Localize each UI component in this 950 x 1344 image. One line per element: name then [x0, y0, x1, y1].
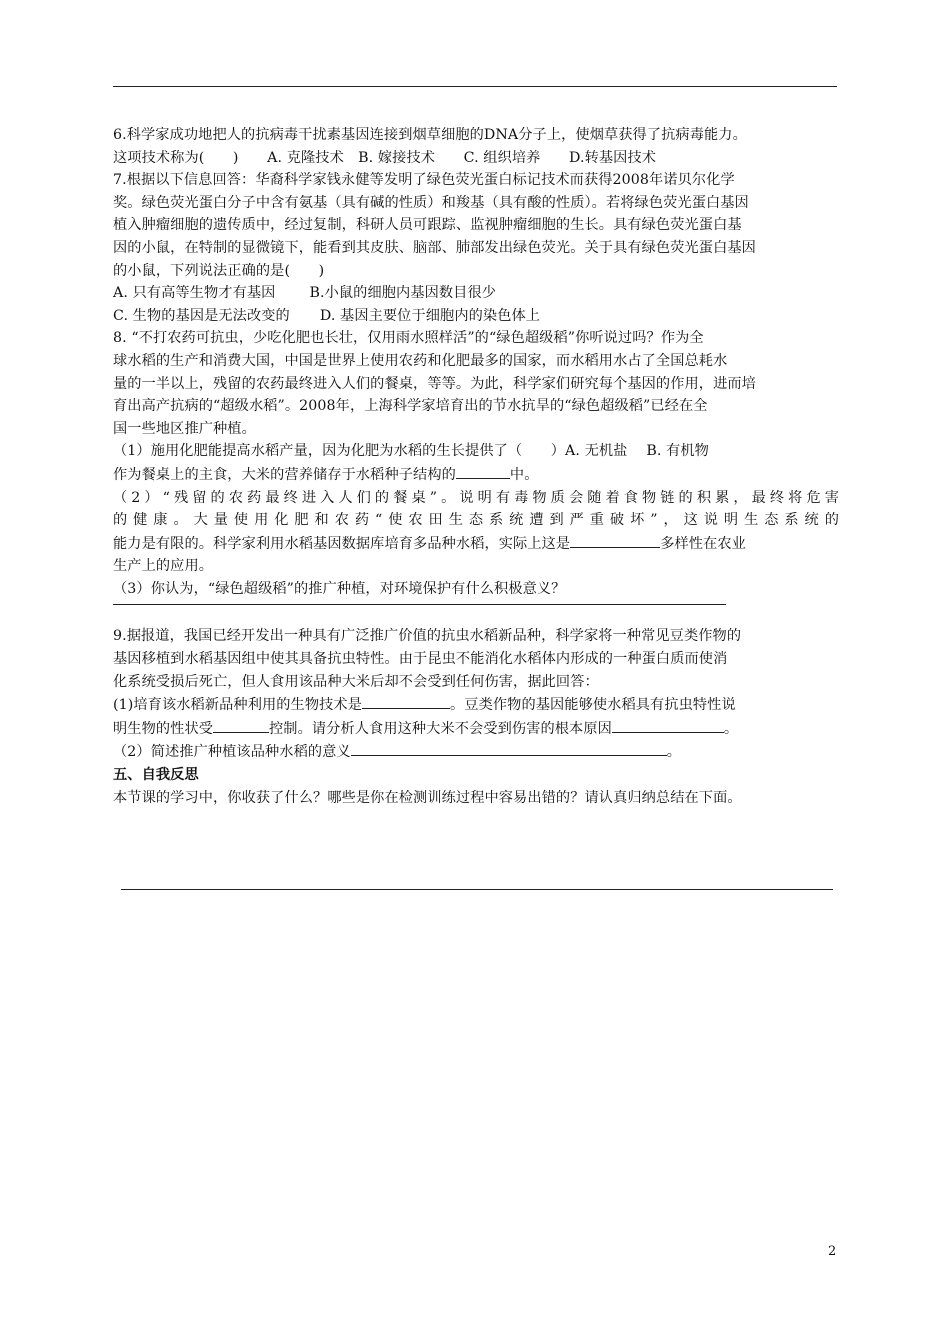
q8-line3: 量的一半以上，残留的农药最终进入人们的餐桌，等等。为此，科学家们研究每个基因的作用，进而培 [113, 375, 756, 392]
q7-options-ab [113, 282, 839, 305]
q9-sub1-tail: 。豆类作物的基因能够使水稻具有抗虫特性说 [450, 697, 736, 714]
q6-line1: 6.科学家成功地把人的抗病毒干扰素基因连接到烟草细胞的DNA分子上，使烟草获得了抗病毒能力。 [113, 127, 747, 143]
q7-line2: 奖。绿色荧光蛋白分子中含有氨基（具有碱的性质）和羧基（具有酸的性质）。若将绿色荧光蛋白基因 [113, 194, 749, 211]
q8-line4: 育出高产抗病的“超级水稻”。2008年，上海科学家培育出的节水抗旱的“绿色超级稻”已经在全 [113, 398, 708, 415]
q8-sub2-line3 [113, 532, 839, 556]
q6-line2: 这项技术称为( ) A. 克隆技术 B. 嫁接技术 C. 组织培养 D.转基因技术 [113, 149, 657, 166]
section5-heading: 五、自我反思 [113, 767, 199, 784]
q9-sub1-tail2: 。 [723, 720, 739, 737]
q9-gene-blank[interactable] [213, 717, 269, 733]
q7-line4: 因的小鼠，在特制的显微镜下，能看到其皮肤、脑部、肺部发出绿色荧光。关于具有绿色荧光蛋白基因 [113, 239, 756, 256]
q8-sub2-line1: （2）“残留的农药最终进入人们的餐桌”。说明有毒物质会随着食物链的积累，最终将危害 [113, 489, 839, 506]
q7-option-a: A. 只有高等生物才有基因 [113, 285, 276, 302]
q8-line2: 球水稻的生产和消费大国，中国是世界上使用农药和化肥最多的国家，而水稻用水占了全国总耗水 [113, 352, 728, 369]
reflection-answer-line[interactable] [121, 889, 833, 890]
q8-sub1-tail: 中。 [509, 466, 539, 483]
q7-line5: 的小鼠，下列说法正确的是( ) [113, 262, 325, 279]
q8-sub1-text: 作为餐桌上的主食，大米的营养储存于水稻种子结构的 [113, 466, 456, 483]
q7-line3: 植入肿瘤细胞的遗传质中，经过复制，科研人员可跟踪、监视肿瘤细胞的生长。具有绿色荧光蛋白基 [113, 217, 742, 234]
q8-sub2-tail: 多样性在农业 [660, 535, 746, 552]
q8-sub1-line1: （1）施用化肥能提高水稻产量，因为化肥为水稻的生长提供了（ ）A. 无机盐 B. 有机物 [113, 443, 709, 460]
q9-sub1-text: (1)培育该水稻新品种利用的生物技术是 [113, 697, 362, 714]
header-rule [113, 86, 837, 87]
q9-significance-blank[interactable] [351, 740, 667, 756]
q9-sub1-line2 [113, 717, 839, 741]
q9-line1: 9.据报道，我国已经开发出一种具有广泛推广价值的抗虫水稻新品种，科学家将一种常见豆类作物的 [113, 628, 742, 645]
q9-sub1-line1 [113, 693, 839, 717]
q9-sub2-text: （2）简述推广种植该品种水稻的意义 [113, 744, 351, 761]
q7-line1: 7.根据以下信息回答：华裔科学家钱永健等发明了绿色荧光蛋白标记技术而获得2008年诺贝尔化学 [113, 172, 735, 189]
q8-sub2-line4: 生产上的应用。 [113, 558, 214, 575]
q8-diversity-blank[interactable] [570, 532, 660, 548]
q8-seed-structure-blank[interactable] [456, 463, 510, 479]
q7-option-d: D. 基因主要位于细胞内的染色体上 [319, 307, 541, 324]
q7-options-cd [113, 305, 839, 328]
section5-text: 本节课的学习中，你收获了什么？哪些是你在检测训练过程中容易出错的？请认真归纳总结在下面。 [113, 789, 742, 806]
q8-sub1-line2 [113, 463, 839, 487]
q9-sub2-tail: 。 [666, 744, 682, 761]
q8-sub2-line2 [113, 509, 839, 532]
q8-sub2-text: 的健康。大量使用化肥和农药“使农田生态系统遭到严重破坏”，这说明生态系统的 [113, 512, 839, 529]
q8-line5: 国一些地区推广种植。 [113, 420, 256, 437]
page-content [113, 124, 839, 809]
q7-option-b: B.小鼠的细胞内基因数目很少 [309, 285, 497, 302]
q8-sub3: （3）你认为，“绿色超级稻”的推广种植，对环境保护有什么积极意义？ [113, 580, 566, 597]
q8-sub2-text2: 能力是有限的。科学家利用水稻基因数据库培育多品种水稻，实际上这是 [113, 535, 571, 552]
q9-reason-blank[interactable] [612, 717, 724, 733]
q9-sub2 [113, 740, 839, 764]
q9-sub1-text2: 明生物的性状受 [113, 720, 214, 737]
q8-line1: 8. “不打农药可抗虫，少吃化肥也长壮，仅用雨水照样活”的“绿色超级稻”你听说过吗？作为全 [113, 330, 704, 347]
q7-option-c: C. 生物的基因是无法改变的 [113, 307, 290, 324]
page-number: 2 [828, 1244, 837, 1259]
q9-sub1-text3: 控制。请分析人食用这种大米不会受到伤害的根本原因 [269, 720, 612, 737]
q9-line3: 化系统受损后死亡，但人食用该品种大米后却不会受到任何伤害，据此回答： [113, 673, 599, 690]
q9-technology-blank[interactable] [362, 693, 450, 709]
q9-line2: 基因移植到水稻基因组中使其具备抗虫特性。由于昆虫不能消化水稻体内形成的一种蛋白质而使消 [113, 651, 728, 668]
